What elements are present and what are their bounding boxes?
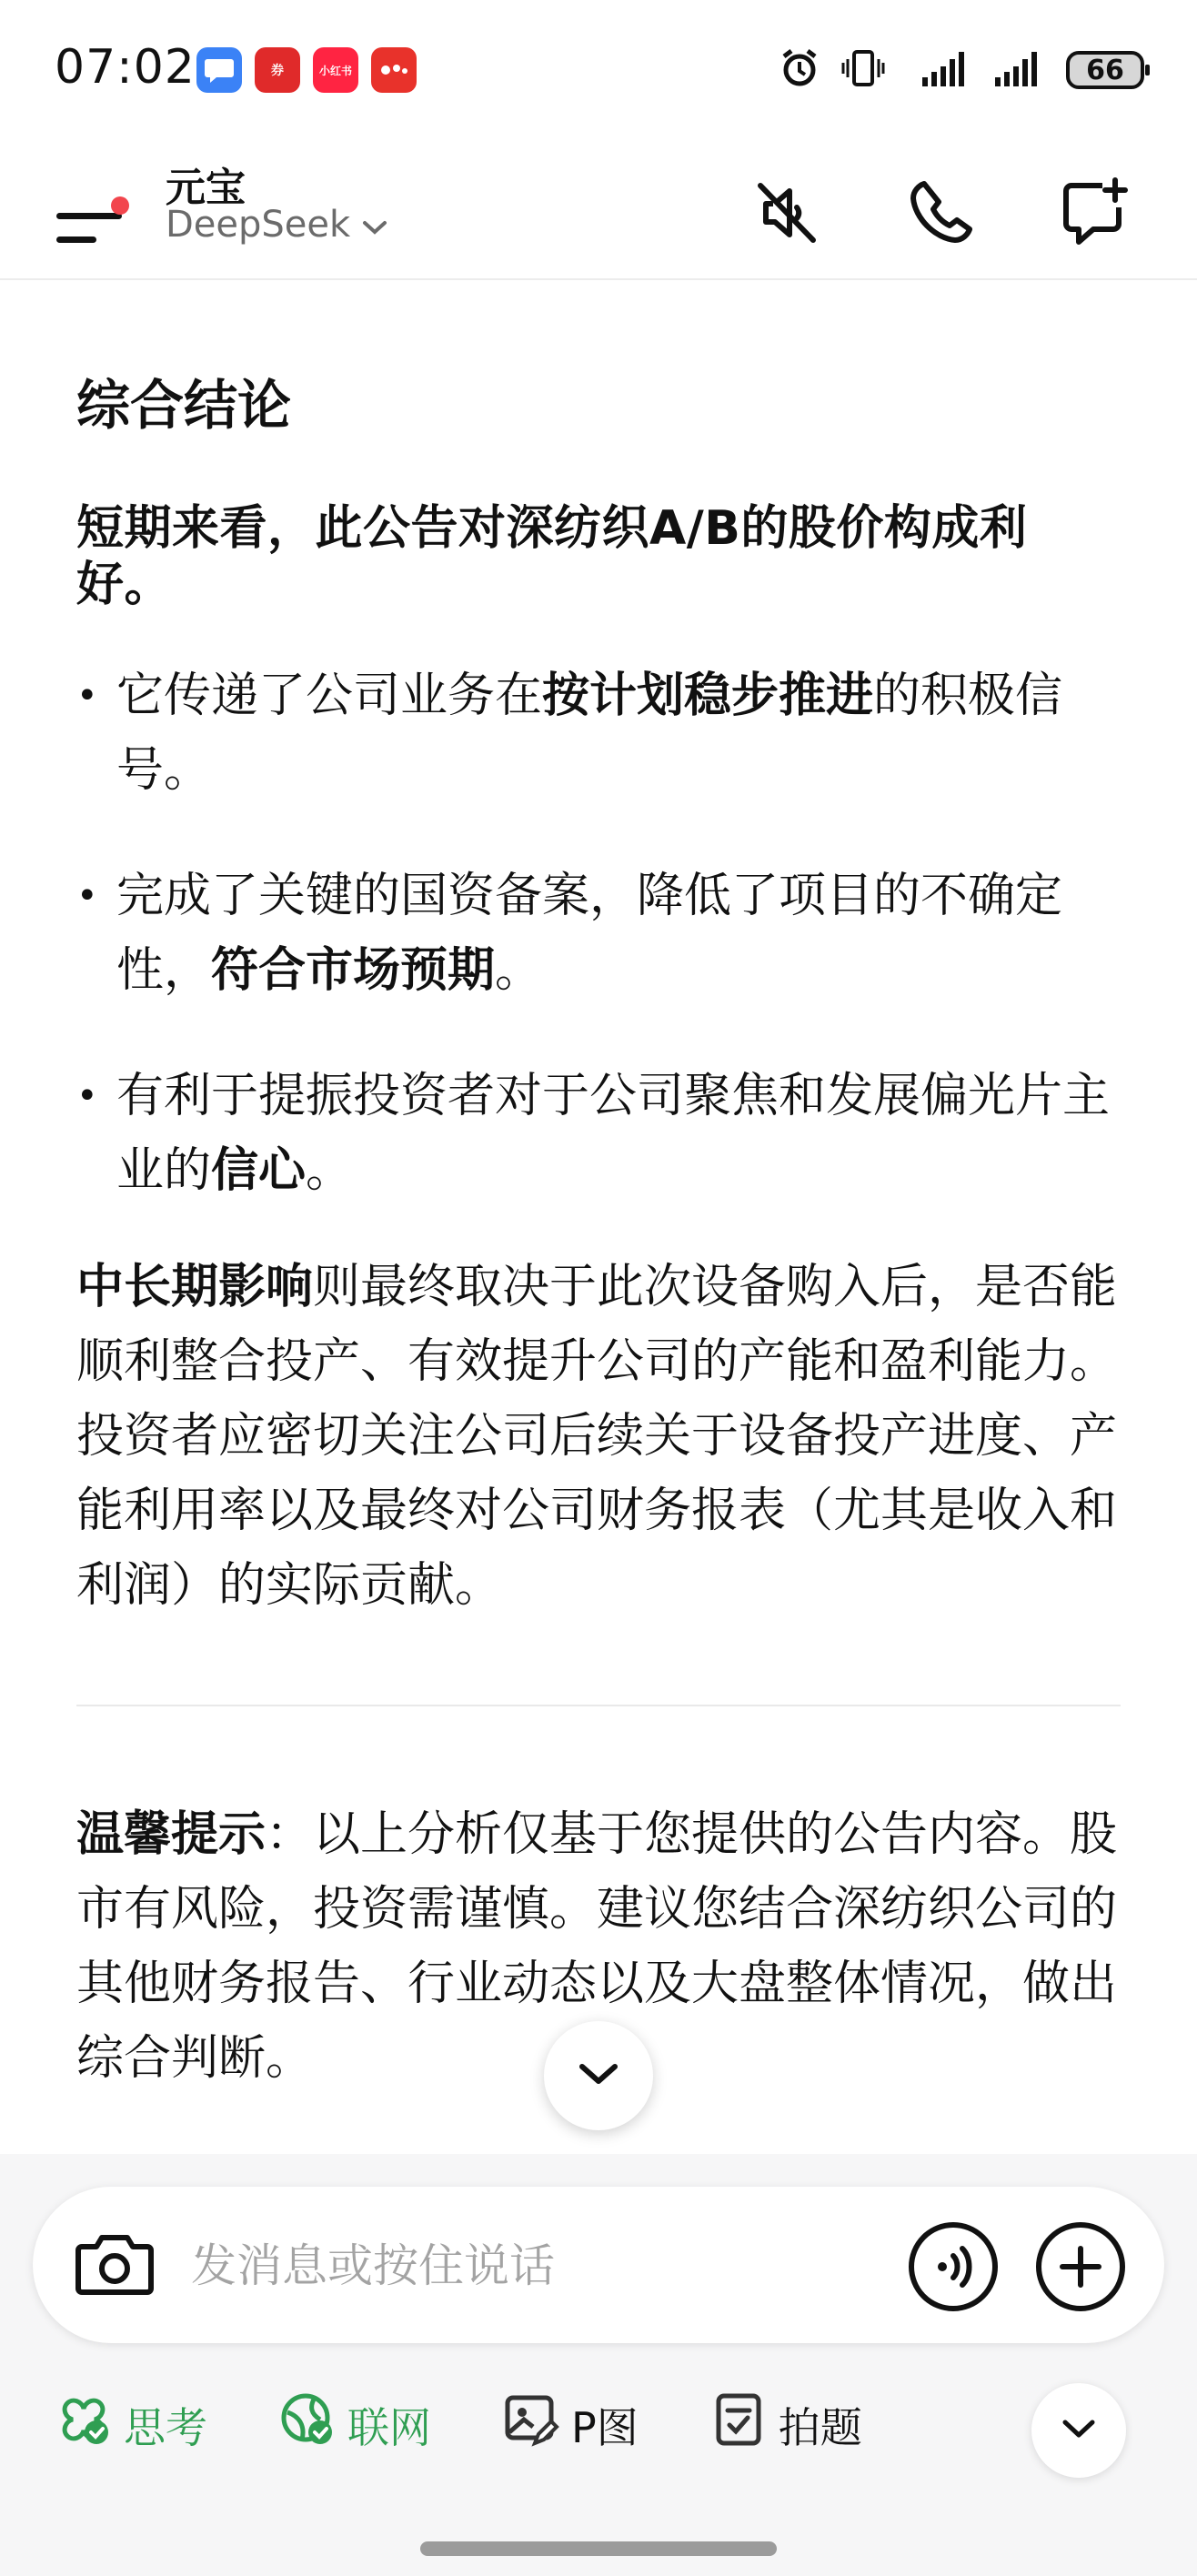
chevron-down-icon xyxy=(1061,2417,1097,2444)
paragraph-bold: 中长期影响 xyxy=(76,1260,314,1314)
xiaohongshu-app-label: 小红书 xyxy=(318,64,352,77)
point-text: 有利于提振投资者对于公司聚焦和发展偏光片主业的 xyxy=(116,1069,1111,1198)
securities-app-label: 券 xyxy=(271,64,284,78)
status-bar xyxy=(0,0,1197,136)
tool-bar xyxy=(55,2390,933,2459)
point-bold: 符合市场预期 xyxy=(211,943,496,998)
point-text: 的积极信号。 xyxy=(116,669,1063,798)
securities-app-icon xyxy=(255,47,300,93)
red-app-icon xyxy=(371,47,417,93)
camera-button[interactable] xyxy=(71,2221,158,2309)
long-term-paragraph xyxy=(76,1250,1121,1623)
image-edit-label: P图 xyxy=(571,2402,639,2452)
menu-icon-line xyxy=(56,236,96,243)
model-selector[interactable] xyxy=(166,204,388,246)
chat-header xyxy=(0,136,1197,280)
plus-icon xyxy=(1033,2219,1128,2314)
list-item xyxy=(76,1059,1121,1208)
system-status xyxy=(779,47,1144,93)
tip-bold: 温馨提示 xyxy=(76,1807,267,1862)
point-bold: 信心 xyxy=(211,1143,307,1198)
battery-icon: 66 xyxy=(1066,51,1144,89)
call-button[interactable] xyxy=(884,158,997,271)
alarm-icon xyxy=(779,47,820,93)
message-input[interactable] xyxy=(189,2227,830,2305)
menu-icon xyxy=(56,213,122,219)
mute-button[interactable] xyxy=(729,158,842,271)
image-edit-button[interactable] xyxy=(502,2390,639,2459)
new-chat-button[interactable] xyxy=(1039,158,1152,271)
point-text: 完成了关键的国资备案，降低了项目的不确定性， xyxy=(116,869,1063,998)
new-chat-icon xyxy=(1059,176,1132,253)
clock: 07:02 xyxy=(55,40,196,95)
tip-text: ：以上分析仅基于您提供的公告内容。股市有风险，投资需谨慎。建议您结合深纺织公司的其他财务报告、行业动态以及大盘整体情况，做出综合判断。 xyxy=(76,1807,1118,2086)
app-title: 元宝 xyxy=(166,165,246,211)
photo-question-button[interactable] xyxy=(709,2390,862,2459)
paragraph-text: 则最终取决于此次设备购入后，是否能顺利整合投产、有效提升公司的产能和盈利能力。投资者应密切关注公司后续关于设备投产进度、产能利用率以及最终对公司财务报表（尤其是收入和利润）的实际贡献。 xyxy=(76,1260,1118,1613)
web-search-label: 联网 xyxy=(347,2402,431,2452)
chevron-down-icon xyxy=(361,204,388,246)
globe-icon xyxy=(278,2390,337,2459)
web-search-toggle[interactable] xyxy=(278,2390,431,2459)
list-item xyxy=(76,659,1121,808)
signal-2-icon xyxy=(991,48,1046,92)
point-text: 。 xyxy=(306,1143,354,1198)
add-button[interactable] xyxy=(1033,2219,1128,2314)
voice-wave-icon xyxy=(906,2219,1001,2314)
message-content xyxy=(76,278,1121,2096)
image-edit-icon xyxy=(502,2390,560,2459)
model-name: DeepSeek xyxy=(166,204,351,246)
scroll-to-bottom-button[interactable] xyxy=(544,2021,653,2130)
photo-question-label: 拍题 xyxy=(778,2402,862,2452)
think-icon xyxy=(55,2390,113,2459)
list-item xyxy=(76,859,1121,1008)
bullet-list xyxy=(76,659,1121,1208)
notification-icons xyxy=(196,47,417,93)
point-bold: 按计划稳步推进 xyxy=(542,669,874,723)
chevron-down-icon xyxy=(577,2060,620,2091)
signal-1-icon xyxy=(906,48,971,92)
photo-question-icon xyxy=(709,2390,768,2459)
point-text: 它传递了公司业务在 xyxy=(116,669,543,723)
speaker-muted-icon xyxy=(749,176,822,253)
message-composer xyxy=(33,2187,1164,2343)
think-label: 思考 xyxy=(124,2402,207,2452)
menu-button[interactable] xyxy=(55,173,131,249)
voice-call-button[interactable] xyxy=(906,2219,1001,2314)
unread-dot xyxy=(111,196,129,215)
phone-icon xyxy=(904,176,977,253)
section-title: 综合结论 xyxy=(76,374,292,437)
camera-icon xyxy=(73,2227,156,2303)
home-indicator[interactable] xyxy=(420,2541,777,2556)
think-toggle[interactable] xyxy=(55,2390,207,2459)
point-text: 。 xyxy=(495,943,543,998)
lead-statement: 短期来看，此公告对深纺织A/B的股价构成利好。 xyxy=(76,501,1028,612)
xiaohongshu-app-icon xyxy=(313,47,358,93)
header-actions xyxy=(729,158,1152,271)
message-app-icon xyxy=(196,47,242,93)
divider xyxy=(76,1705,1121,1706)
vibrate-icon xyxy=(840,48,886,92)
collapse-tools-button[interactable] xyxy=(1031,2383,1126,2478)
